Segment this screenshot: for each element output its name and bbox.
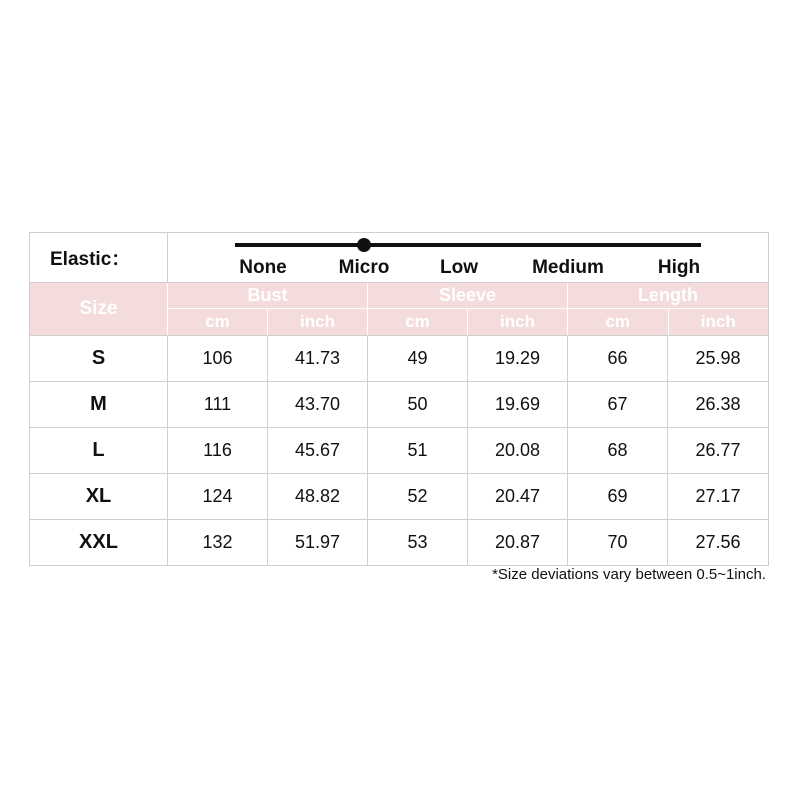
measurement-cell: 41.73	[268, 336, 368, 381]
size-deviation-note: *Size deviations vary between 0.5~1inch.	[492, 566, 766, 583]
size-label: M	[30, 382, 168, 427]
elastic-label: Elastic：	[30, 233, 168, 282]
unit-header-inch: inch	[700, 312, 736, 331]
column-group-length	[568, 283, 768, 335]
size-label: S	[30, 336, 168, 381]
measurement-cell: 26.77	[695, 440, 741, 460]
column-group-sleeve	[368, 283, 568, 335]
measurement-cell: 25.98	[695, 348, 741, 368]
measurement-cell: 53	[368, 520, 468, 565]
measurement-cell: 19.69	[468, 382, 568, 427]
measurement-cell: 43.70	[268, 382, 368, 427]
measurement-cell: 69	[568, 474, 668, 519]
measurement-cell: 26.38	[695, 394, 741, 414]
unit-header-cm: cm	[168, 309, 268, 335]
measurement-cell: 132	[168, 520, 268, 565]
measurement-cell: 51	[368, 428, 468, 473]
table-header	[30, 283, 768, 336]
size-column-header: Size	[30, 283, 168, 335]
measurement-cell: 27.56	[695, 532, 741, 552]
measurement-cell: 19.29	[468, 336, 568, 381]
table-row	[30, 474, 768, 520]
elasticity-level-micro: Micro	[338, 257, 390, 278]
size-label: XXL	[30, 520, 168, 565]
size-label: XL	[30, 474, 168, 519]
measurement-cell: 124	[168, 474, 268, 519]
measurement-cell: 48.82	[268, 474, 368, 519]
table-row	[30, 382, 768, 428]
measurement-cell: 66	[568, 336, 668, 381]
elasticity-level-low: Low	[440, 257, 478, 278]
elasticity-scale-track	[235, 243, 701, 247]
unit-header-inch: inch	[300, 312, 335, 331]
measurement-cell: 68	[568, 428, 668, 473]
measurement-cell: 20.08	[468, 428, 568, 473]
measurement-cell: 20.87	[468, 520, 568, 565]
column-group-title: Length	[568, 283, 768, 309]
table-row	[30, 520, 768, 565]
measurement-cell: 106	[168, 336, 268, 381]
measurement-cell: 50	[368, 382, 468, 427]
table-body	[30, 336, 768, 565]
table-row	[30, 336, 768, 382]
elasticity-level-medium: Medium	[532, 257, 604, 278]
elasticity-row	[30, 233, 768, 283]
measurement-cell: 51.97	[268, 520, 368, 565]
column-group-bust	[168, 283, 368, 335]
elasticity-selected-marker	[357, 238, 371, 252]
measurement-cell: 116	[168, 428, 268, 473]
unit-header-cm: cm	[568, 309, 669, 335]
measurement-cell: 52	[368, 474, 468, 519]
unit-header-inch: inch	[500, 312, 535, 331]
measurement-cell: 49	[368, 336, 468, 381]
measurement-cell: 20.47	[468, 474, 568, 519]
unit-header-cm: cm	[368, 309, 468, 335]
measurement-cell: 67	[568, 382, 668, 427]
size-chart	[29, 232, 769, 566]
elasticity-level-high: High	[657, 257, 701, 278]
measurement-cell: 70	[568, 520, 668, 565]
measurement-cell: 45.67	[268, 428, 368, 473]
elasticity-scale	[168, 233, 768, 282]
column-group-title: Sleeve	[368, 283, 567, 309]
table-row	[30, 428, 768, 474]
elasticity-level-none: None	[239, 257, 287, 278]
measurement-cell: 27.17	[695, 486, 741, 506]
size-label: L	[30, 428, 168, 473]
column-group-title: Bust	[168, 283, 367, 309]
measurement-cell: 111	[168, 382, 268, 427]
